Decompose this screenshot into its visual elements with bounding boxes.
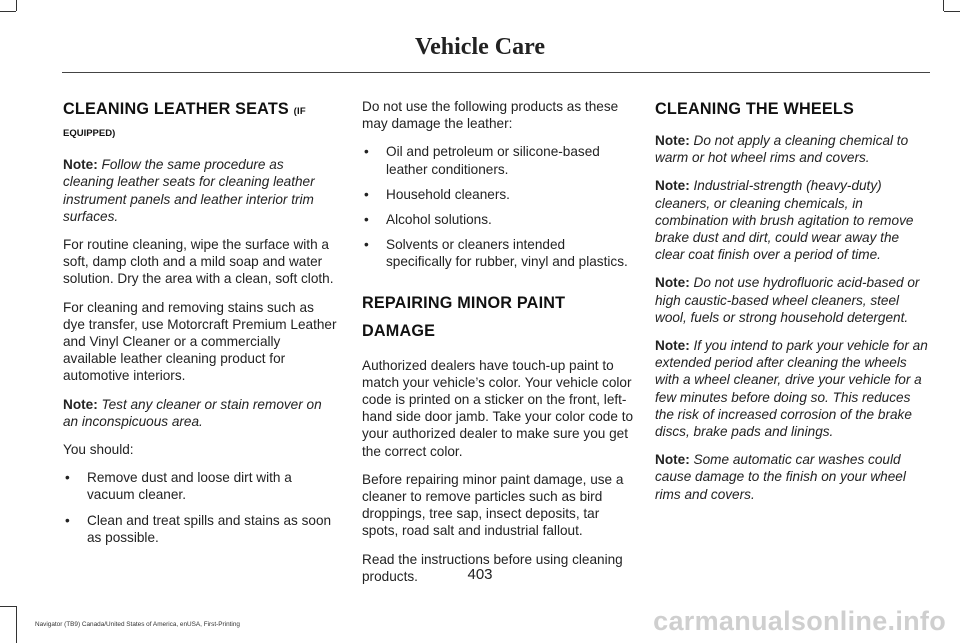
note-paragraph: [655, 451, 930, 503]
list-item: • Alcohol solutions.: [362, 211, 634, 228]
note-label: Note:: [655, 178, 690, 194]
column-wheels: [655, 98, 930, 514]
body-paragraph: You should:: [63, 442, 134, 458]
note-text: Some automatic car washes could cause damage to the finish on your wheel rims and covers.: [655, 452, 906, 502]
note-text: Follow the same procedure as cleaning leather seats for cleaning leather instrument panels and leather interior trim surfaces.: [63, 157, 315, 224]
crop-mark: [16, 0, 17, 11]
heading-suffix: (IF: [293, 106, 306, 117]
watermark-logo: carmanualsonline.info: [653, 606, 946, 636]
note-label: Note:: [655, 338, 690, 354]
note-label: Note:: [63, 396, 98, 412]
body-paragraph: Before repairing minor paint damage, use a cleaner to remove particles such as bird droppings, tree sap, insect deposits, tar spots, road salt and industrial fallout.: [362, 471, 624, 539]
note-label: Note:: [655, 133, 690, 148]
note-text: Test any cleaner or stain remover on an inconspicuous area.: [63, 396, 322, 429]
note-label: Note:: [63, 157, 98, 173]
body-paragraph: For cleaning and removing stains such as dye transfer, use Motorcraft Premium Leather and Vinyl Cleaner or a commercially available leather cleaning product for automotive interiors.: [63, 299, 337, 384]
heading-suffix-line2: EQUIPPED): [63, 128, 116, 139]
crop-mark: [943, 0, 944, 11]
footer-text: Navigator (TB9) Canada/United States of America, enUSA, First-Printing: [35, 621, 240, 628]
note-paragraph: [63, 396, 337, 430]
heading-line: DAMAGE: [362, 321, 436, 340]
crop-mark: [16, 606, 17, 643]
note-text: If you intend to park your vehicle for an extended period after cleaning the wheels with a wheel cleaner, drive your vehicle for a few minutes before doing so. This reduces the risk of increased corrosion of the brake discs, brake pads and linings.: [655, 338, 928, 440]
body-paragraph: Read the instructions before using cleaning products.: [362, 551, 623, 584]
note-paragraph: [655, 274, 930, 326]
note-paragraph: [655, 132, 930, 166]
note-paragraph: [655, 337, 930, 440]
body-paragraph: For routine cleaning, wipe the surface with a soft, damp cloth and a mild soap and water solution. Dry the area with a clean, soft cloth.: [63, 237, 334, 287]
note-paragraph: [655, 177, 930, 263]
body-paragraph: Do not use the following products as these may damage the leather:: [362, 99, 619, 132]
list-item: • Solvents or cleaners intended specifically for rubber, vinyl and plastics.: [362, 236, 634, 270]
bullet-list: [63, 469, 337, 546]
body-paragraph: Authorized dealers have touch-up paint to match your vehicle’s color. Your vehicle color code is printed on a sticker on the front, left-hand side door jamb. Take your color code to your authorized dealer to make sure you get the correct color.: [362, 357, 634, 459]
column-paint-damage: [362, 98, 634, 596]
crop-mark: [0, 11, 16, 12]
section-heading: [63, 98, 337, 123]
heading-text: CLEANING LEATHER SEATS: [63, 100, 289, 118]
list-item: • Remove dust and loose dirt with a vacuum cleaner.: [63, 469, 337, 503]
note-text: Industrial-strength (heavy-duty) cleaners, or cleaning chemicals, in combination with brush agitation to remove brake dust and dirt, could wear away the clear coat finish over a period of time.: [655, 178, 914, 263]
bullet-list: [362, 143, 634, 270]
section-heading: CLEANING THE WHEELS: [655, 100, 854, 118]
note-label: Note:: [655, 275, 690, 291]
crop-mark: [0, 606, 16, 607]
crop-mark: [944, 11, 960, 12]
header-divider: [62, 72, 930, 73]
note-text: Do not use hydrofluoric acid-based or high caustic-based wheel cleaners, steel wool, fuels or strong household detergent.: [655, 275, 920, 325]
note-text: Do not apply a cleaning chemical to warm or hot wheel rims and covers.: [655, 133, 909, 166]
list-item: • Household cleaners.: [362, 186, 634, 203]
list-item: • Oil and petroleum or silicone-based leather conditioners.: [362, 143, 634, 177]
heading-line: REPAIRING MINOR PAINT: [362, 293, 566, 312]
section-heading: [362, 289, 634, 345]
column-leather-seats: [63, 98, 337, 557]
note-label: Note:: [655, 452, 690, 468]
page-number: 403: [467, 566, 493, 583]
note-paragraph: [63, 156, 337, 225]
page-header-title: Vehicle Care: [415, 34, 545, 60]
list-item: • Clean and treat spills and stains as soon as possible.: [63, 512, 337, 546]
